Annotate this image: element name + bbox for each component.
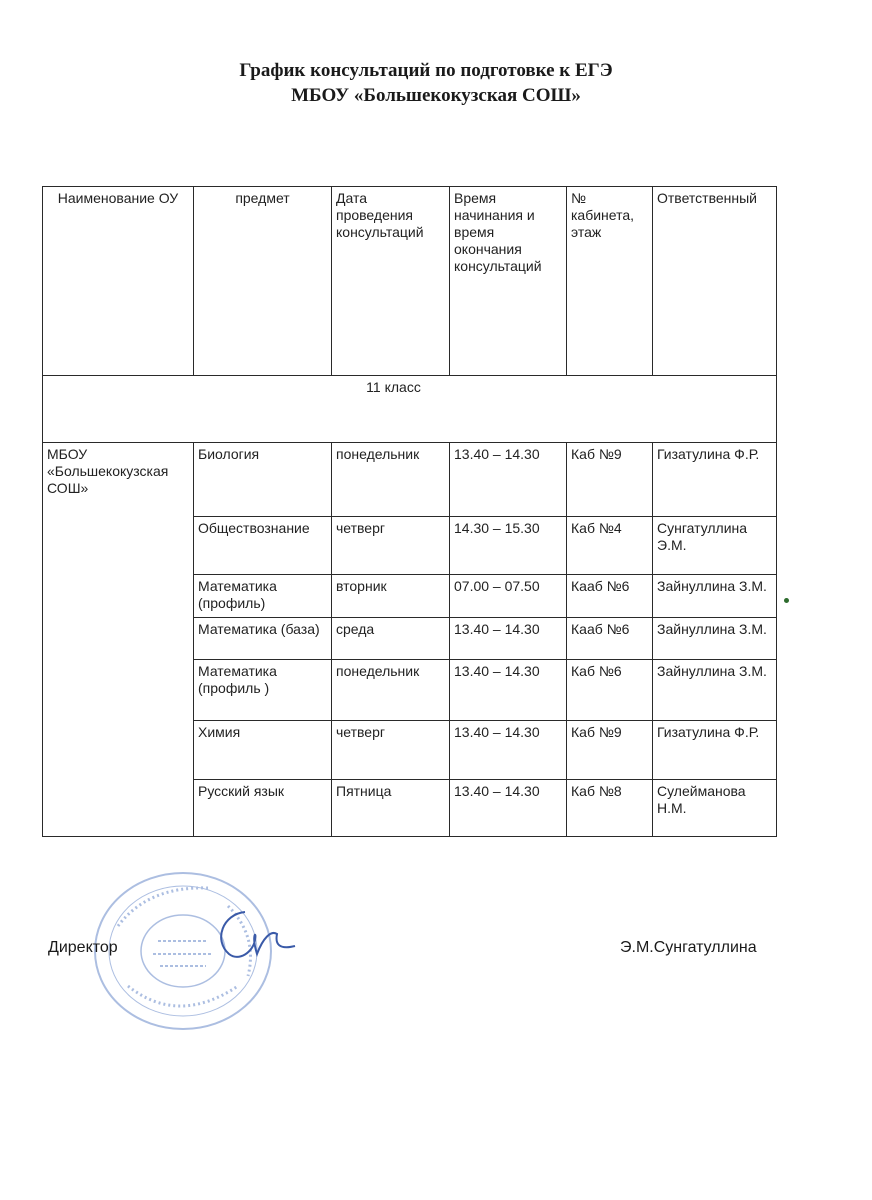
cell-responsible: Гизатулина Ф.Р. xyxy=(653,721,777,780)
cell-responsible: Сулейманова Н.М. xyxy=(653,780,777,837)
cell-subject: Русский язык xyxy=(194,780,332,837)
class-label-cell xyxy=(43,376,777,443)
cell-day: Пятница xyxy=(332,780,450,837)
cell-subject: Математика (профиль) xyxy=(194,575,332,618)
cell-time: 13.40 – 14.30 xyxy=(450,660,567,721)
header-room: № кабинета, этаж xyxy=(567,187,653,376)
cell-room: Каб №4 xyxy=(567,517,653,575)
handwritten-signature-icon xyxy=(205,900,315,970)
header-subject: предмет xyxy=(194,187,332,376)
cell-room: Кааб №6 xyxy=(567,575,653,618)
class-label: 11 класс xyxy=(366,379,421,395)
cell-day: четверг xyxy=(332,517,450,575)
cell-subject: Химия xyxy=(194,721,332,780)
cell-responsible: Зайнуллина З.М. xyxy=(653,575,777,618)
class-row xyxy=(43,376,777,443)
cell-room: Каб №9 xyxy=(567,721,653,780)
cell-day: четверг xyxy=(332,721,450,780)
cell-responsible: Зайнуллина З.М. xyxy=(653,618,777,660)
cell-room: Каб №8 xyxy=(567,780,653,837)
header-time: Время начинания и время окончания консультаций xyxy=(450,187,567,376)
cell-day: понедельник xyxy=(332,443,450,517)
ink-dot xyxy=(784,598,789,603)
cell-subject: Математика (профиль ) xyxy=(194,660,332,721)
signature-role: Директор xyxy=(48,939,118,956)
cell-day: среда xyxy=(332,618,450,660)
cell-time: 13.40 – 14.30 xyxy=(450,780,567,837)
header-date: Дата проведения консультаций xyxy=(332,187,450,376)
cell-subject: Обществознание xyxy=(194,517,332,575)
school-cell: МБОУ «Большекокузская СОШ» xyxy=(43,443,194,837)
header-row xyxy=(43,187,777,376)
schedule-table xyxy=(42,186,777,837)
cell-day: вторник xyxy=(332,575,450,618)
page-title xyxy=(0,58,872,108)
cell-responsible: Зайнуллина З.М. xyxy=(653,660,777,721)
cell-time: 14.30 – 15.30 xyxy=(450,517,567,575)
header-school: Наименование ОУ xyxy=(43,187,194,376)
cell-subject: Математика (база) xyxy=(194,618,332,660)
cell-time: 07.00 – 07.50 xyxy=(450,575,567,618)
cell-time: 13.40 – 14.30 xyxy=(450,721,567,780)
title-line-1: График консультаций по подготовке к ЕГЭ xyxy=(239,60,613,81)
cell-time: 13.40 – 14.30 xyxy=(450,443,567,517)
cell-time: 13.40 – 14.30 xyxy=(450,618,567,660)
title-line-2: МБОУ «Большекокузская СОШ» xyxy=(291,85,581,106)
cell-day: понедельник xyxy=(332,660,450,721)
cell-room: Каб №9 xyxy=(567,443,653,517)
cell-room: Каб №6 xyxy=(567,660,653,721)
cell-subject: Биология xyxy=(194,443,332,517)
cell-responsible: Гизатулина Ф.Р. xyxy=(653,443,777,517)
header-responsible: Ответственный xyxy=(653,187,777,376)
cell-responsible: Сунгатуллина Э.М. xyxy=(653,517,777,575)
cell-room: Кааб №6 xyxy=(567,618,653,660)
table-row xyxy=(43,443,777,517)
signature-name: Э.М.Сунгатуллина xyxy=(620,939,757,956)
